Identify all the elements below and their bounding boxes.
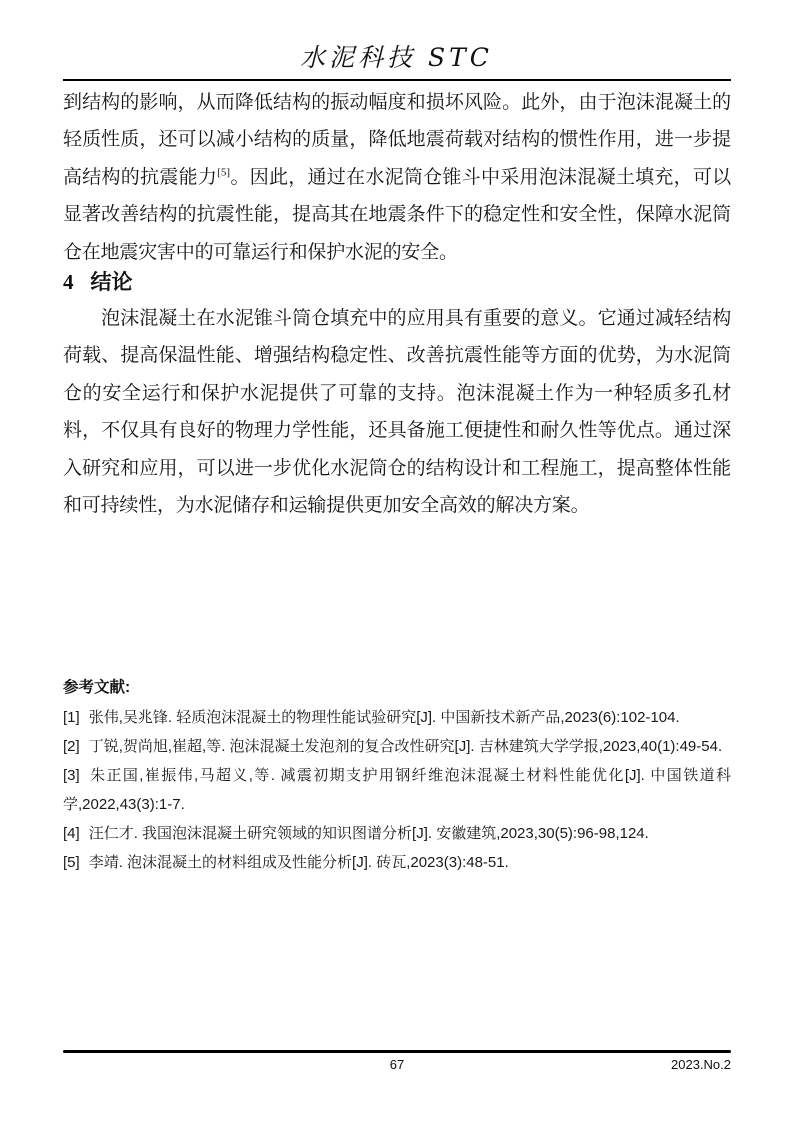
reference-item bbox=[63, 703, 731, 732]
reference-label: [2] bbox=[63, 738, 80, 755]
reference-item bbox=[63, 761, 731, 819]
section-heading bbox=[63, 266, 133, 296]
reference-text: 张伟,吴兆锋. 轻质泡沫混凝土的物理性能试验研究[J]. 中国新技术新产品,2023(6):102-104. bbox=[88, 709, 680, 726]
reference-label: [4] bbox=[63, 825, 80, 842]
continuation-paragraph bbox=[63, 84, 731, 271]
journal-title: 水泥科技 STC bbox=[300, 43, 493, 72]
reference-item bbox=[63, 819, 731, 848]
reference-text: 丁锐,贺尚旭,崔超,等. 泡沫混凝土发泡剂的复合改性研究[J]. 吉林建筑大学学报,2023,40(1):49-54. bbox=[88, 738, 723, 755]
header-rule bbox=[63, 79, 731, 81]
footer-rule bbox=[63, 1050, 731, 1053]
references-section bbox=[63, 676, 731, 877]
reference-label: [1] bbox=[63, 709, 80, 726]
reference-item bbox=[63, 732, 731, 761]
page-footer bbox=[63, 1057, 731, 1075]
reference-item bbox=[63, 848, 731, 877]
references-heading: 参考文献: bbox=[63, 679, 131, 696]
section-number: 4 bbox=[63, 270, 74, 294]
continuation-text-after-citation: 。因此，通过在水泥筒仓锥斗中采用泡沫混凝土填充，可以显著改善结构的抗震性能，提高其在地震条件下的稳定性和安全性，保障水泥筒仓在地震灾害中的可靠运行和保护水泥的安全。 bbox=[63, 166, 731, 263]
reference-text: 朱正国,崔振伟,马超义,等. 减震初期支护用钢纤维泡沫混凝土材料性能优化[J]. 中国铁道科学,2022,43(3):1-7. bbox=[63, 767, 731, 813]
page-number: 67 bbox=[389, 1057, 405, 1072]
continuation-text-before-citation: 到结构的影响，从而降低结构的振动幅度和损坏风险。此外，由于泡沫混凝土的轻质性质，还可以减小结构的质量，降低地震荷载对结构的惯性作用，进一步提高结构的抗震能力 bbox=[63, 92, 731, 188]
reference-label: [3] bbox=[63, 767, 80, 784]
citation-superscript: [5] bbox=[217, 166, 230, 179]
section-title: 结论 bbox=[90, 270, 133, 294]
issue-label: 2023.No.2 bbox=[671, 1057, 731, 1072]
reference-label: [5] bbox=[63, 854, 80, 871]
conclusion-paragraph: 泡沫混凝土在水泥锥斗筒仓填充中的应用具有重要的意义。它通过减轻结构荷载、提高保温性能、增强结构稳定性、改善抗震性能等方面的优势，为水泥筒仓的安全运行和保护水泥提供了可靠的支持。泡沫混凝土作为一种轻质多孔材料，不仅具有良好的物理力学性能，还具备施工便捷性和耐久性等优点。通过深入研究和应用，可以进一步优化水泥筒仓的结构设计和工程施工，提高整体性能和可持续性，为水泥储存和运输提供更加安全高效的解决方案。 bbox=[63, 308, 731, 517]
reference-text: 李靖. 泡沫混凝土的材料组成及性能分析[J]. 砖瓦,2023(3):48-51. bbox=[88, 854, 509, 871]
reference-text: 汪仁才. 我国泡沫混凝土研究领域的知识图谱分析[J]. 安徽建筑,2023,30(5):96-98,124. bbox=[88, 825, 649, 842]
